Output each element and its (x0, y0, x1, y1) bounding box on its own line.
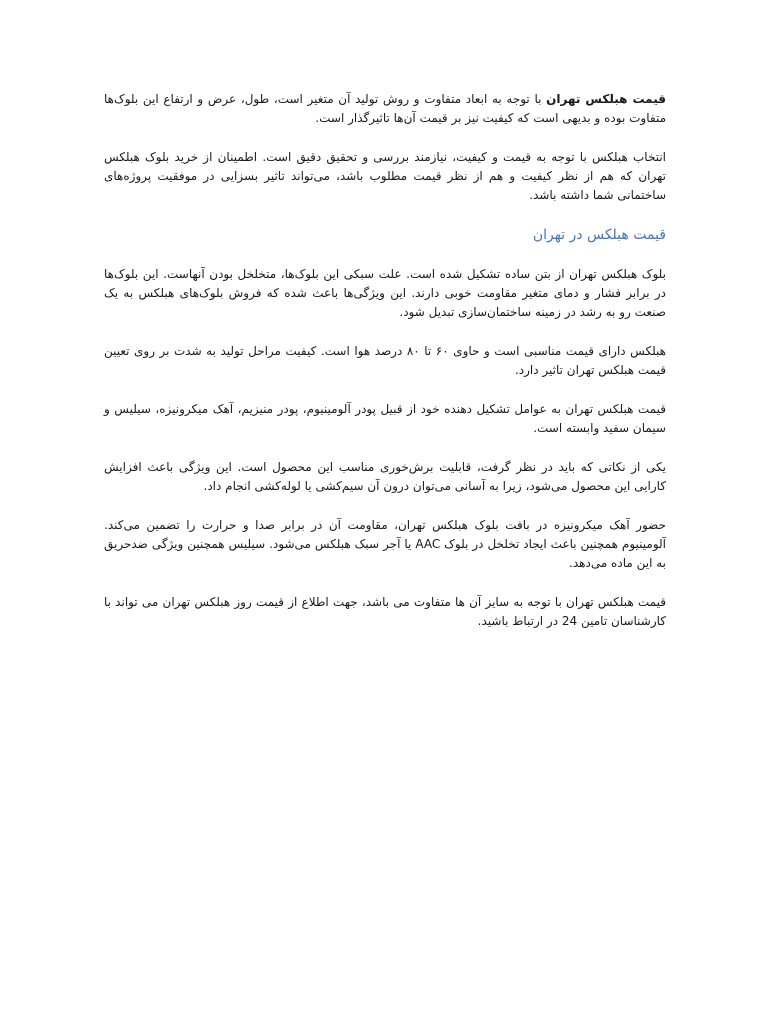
intro-text: با توجه به ابعاد متفاوت و روش تولید آن متغیر است، طول، عرض و ارتفاع این بلوک‌ها متفاوت بوده و بدیهی است که کیفیت نیز بر قیمت آن‌ها تاثیرگذار است. (104, 92, 666, 125)
cutting-paragraph: یکی از نکاتی که باید در نظر گرفت، قابلیت برش‌خوری مناسب این محصول است. این ویژگی باعث افزایش کارایی این محصول می‌شود، زیرا به آسانی می‌توان درون آن سیم‌کشی یا لوله‌کشی انجام داد. (104, 460, 666, 493)
contact-paragraph: قیمت هبلکس تهران با توجه به سایز آن ها متفاوت می باشد، جهت اطلاع از قیمت روز هبلکس تهران می تواند با کارشناسان تامین 24 در ارتباط باشید. (104, 595, 666, 628)
composition-paragraph: بلوک هبلکس تهران از بتن ساده تشکیل شده است. علت سبکی این بلوک‌ها، متخلخل بودن آنهاست. این بلوک‌ها در برابر فشار و دمای متغیر مقاومت خوبی دارند. این ویژگی‌ها باعث شده که فروش بلوک‌های هبلکس به یک صنعت رو به رشد در زمینه ساختمان‌سازی تبدیل شود. (104, 267, 666, 319)
section-heading: قیمت هبلکس در تهران (532, 227, 666, 243)
intro-lead: قیمت هبلکس تهران (546, 92, 666, 106)
intro-paragraph (104, 90, 666, 128)
ingredients-paragraph: قیمت هبلکس تهران به عوامل تشکیل دهنده خود از قبیل پودر آلومینیوم، پودر منیزیم، آهک میکرونیزه، سیلیس و سیمان سفید وابسته است. (104, 402, 666, 435)
selection-paragraph: انتخاب هبلکس با توجه به قیمت و کیفیت، نیازمند بررسی و تحقیق دقیق است. اطمینان از خرید بلوک هبلکس تهران که هم از نظر کیفیت و هم از نظر قیمت مطلوب باشد، می‌تواند تاثیر بسزایی در موفقیت پروژه‌های ساختمانی شما داشته باشد. (104, 150, 666, 202)
air-content-paragraph: هبلکس دارای قیمت مناسبی است و حاوی ۶۰ تا ۸۰ درصد هوا است. کیفیت مراحل تولید به شدت بر روی تعیین قیمت هبلکس تهران تاثیر دارد. (104, 344, 667, 377)
document-body (104, 90, 666, 651)
properties-paragraph: حضور آهک میکرونیزه در بافت بلوک هبلکس تهران، مقاومت آن در برابر صدا و حرارت را تضمین می‌کند. آلومینیوم همچنین باعث ایجاد تخلخل در بلوک AAC یا آجر سبک هبلکس می‌شود. سیلیس همچنین ویژگی ضدحریق به این ماده می‌دهد. (104, 518, 667, 570)
